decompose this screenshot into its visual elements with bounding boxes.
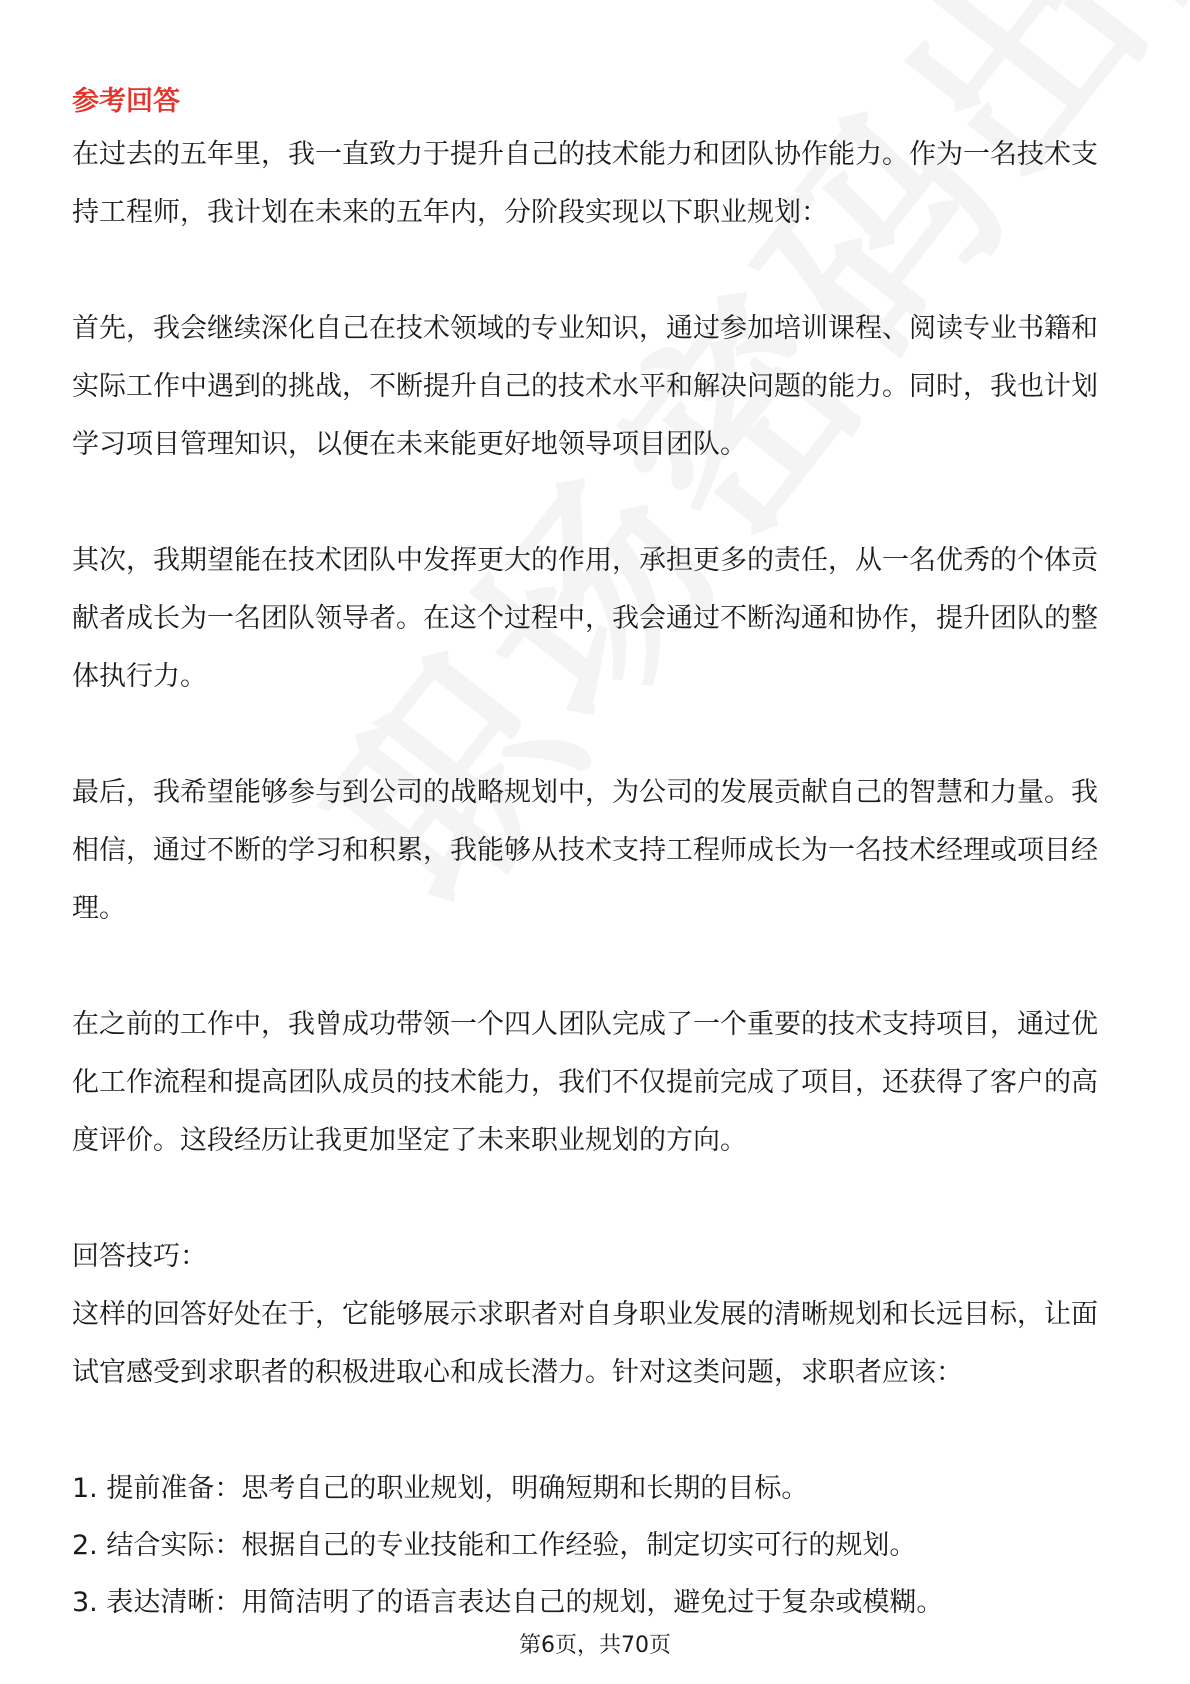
tips-item: 1. 提前准备：思考自己的职业规划，明确短期和长期的目标。 (72, 1473, 809, 1504)
paragraph-gap (72, 1170, 1122, 1228)
paragraph-experience: 在之前的工作中，我曾成功带领一个四人团队完成了一个重要的技术支持项目，通过优化工作流程和提高团队成员的技术能力，我们不仅提前完成了项目，还获得了客户的高度评价。这段经历让我更加坚定了未来职业规划的方向。 (72, 1009, 1098, 1156)
paragraph-gap (72, 1402, 1122, 1460)
paragraph-gap (72, 938, 1122, 996)
paragraph-gap (72, 242, 1122, 300)
paragraph-gap (72, 474, 1122, 532)
paragraph-first: 首先，我会继续深化自己在技术领域的专业知识，通过参加培训课程、阅读专业书籍和实际工作中遇到的挑战，不断提升自己的技术水平和解决问题的能力。同时，我也计划学习项目管理知识，以便在未来能更好地领导项目团队。 (72, 313, 1098, 460)
page-number: 第6页，共70页 (519, 1633, 671, 1658)
paragraph-last: 最后，我希望能够参与到公司的战略规划中，为公司的发展贡献自己的智慧和力量。我相信，通过不断的学习和积累，我能够从技术支持工程师成长为一名技术经理或项目经理。 (72, 777, 1098, 924)
paragraph-intro: 在过去的五年里，我一直致力于提升自己的技术能力和团队协作能力。作为一名技术支持工程师，我计划在未来的五年内，分阶段实现以下职业规划： (72, 139, 1098, 228)
tips-title: 回答技巧： (72, 1241, 207, 1272)
paragraph-gap (72, 706, 1122, 764)
paragraph-second: 其次，我期望能在技术团队中发挥更大的作用，承担更多的责任，从一名优秀的个体贡献者成长为一名团队领导者。在这个过程中，我会通过不断沟通和协作，提升团队的整体执行力。 (72, 545, 1098, 692)
tips-item: 2. 结合实际：根据自己的专业技能和工作经验，制定切实可行的规划。 (72, 1530, 917, 1561)
tips-item: 3. 表达清晰：用简洁明了的语言表达自己的规划，避免过于复杂或模糊。 (72, 1587, 944, 1618)
document-body (72, 78, 1122, 1631)
section-heading: 参考回答 (72, 86, 180, 117)
tips-intro: 这样的回答好处在于，它能够展示求职者对自身职业发展的清晰规划和长远目标，让面试官感受到求职者的积极进取心和成长潜力。针对这类问题，求职者应该： (72, 1299, 1098, 1388)
